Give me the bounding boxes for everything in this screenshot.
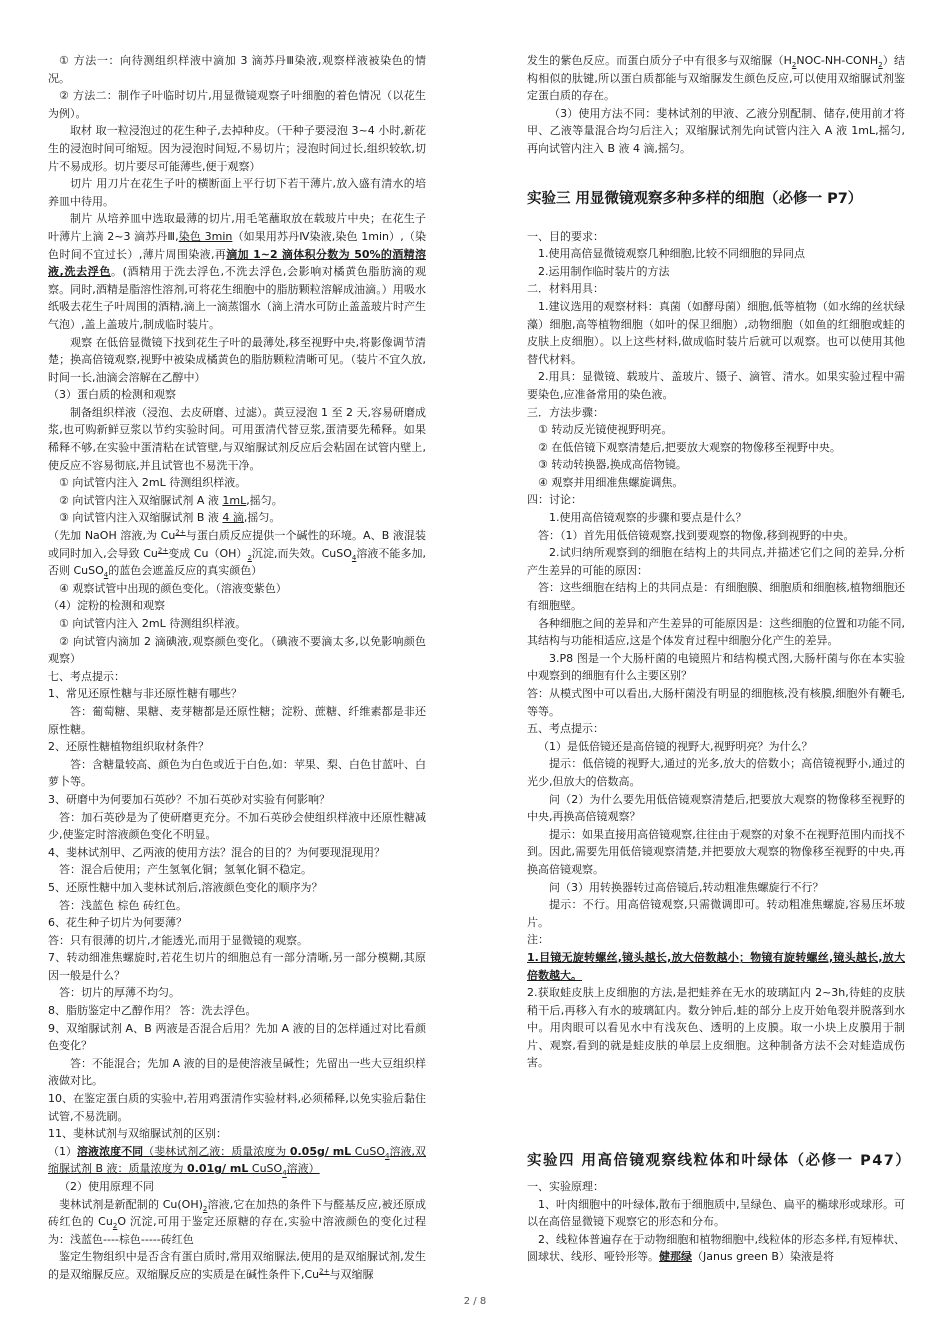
text-run: 2: [112, 1222, 118, 1231]
text-run: ② 在低倍镜下观察清楚后,把要放大观察的物像移至视野中央。: [538, 440, 841, 454]
experiment-3-body: [527, 228, 905, 1073]
paragraph: [48, 703, 426, 738]
text-run: 五、考点提示：: [527, 722, 604, 736]
text-run: 变成 Cu（OH）: [168, 546, 248, 560]
text-run: 2+: [157, 545, 169, 554]
paragraph: [527, 579, 905, 614]
text-run: 答：只有很薄的切片,才能透光,而用于显微镜的观察。: [48, 933, 308, 947]
paragraph: [48, 932, 426, 950]
text-run: 溶液不能多加,否则 CuSO: [48, 546, 426, 578]
paragraph: [48, 633, 426, 668]
text-run: 6、花生种子切片为何要薄？: [48, 916, 187, 930]
paragraph: [48, 949, 426, 984]
paragraph: [48, 492, 426, 510]
text-run: （3）蛋白质的检测和观察: [48, 388, 176, 402]
paragraph: [48, 1143, 426, 1178]
text-run: 2、线粒体普遍存在于动物细胞和植物细胞中,线粒体的形态多样,有短棒状、圆球状、线形、哑铃形等。: [527, 1232, 905, 1264]
paragraph: [527, 791, 905, 826]
text-run: 1mL: [222, 493, 247, 507]
text-run: ① 向试管内注入 2mL 待测组织样液。: [59, 476, 247, 490]
text-run: ① 转动反光镜使视野明亮。: [538, 423, 673, 437]
paragraph: [527, 931, 905, 949]
paragraph: [48, 210, 426, 333]
text-run: 溶液浓度不同: [77, 1144, 144, 1158]
text-run: 2+: [319, 1267, 330, 1276]
paragraph: [48, 1090, 426, 1125]
paragraph: [48, 668, 426, 686]
experiment-4-body: [527, 1178, 905, 1266]
right-top-text: [527, 52, 905, 158]
text-run: （2）使用原理不同: [59, 1180, 154, 1193]
text-run: 答：葡萄糖、果糖、麦芽糖都是还原性糖；淀粉、蔗糖、纤维素都是非还原性糖。: [48, 704, 426, 736]
paragraph: [527, 1178, 905, 1196]
paragraph: [527, 228, 905, 246]
text-run: 10、在鉴定蛋白质的实验中,若用鸡蛋清作实验材料,必须稀释,以免实验后黏住试管,不易洗刷。: [48, 1092, 426, 1123]
paragraph: [527, 826, 905, 879]
paragraph: [48, 914, 426, 932]
text-run: 3.P8 图是一个大肠杆菌的电镜照片和结构模式图,大肠杆菌与你在本实验中观察到的细胞有什么主要区别？: [527, 651, 905, 683]
text-run: （1）: [48, 1144, 78, 1158]
text-run: 的蓝色会遮盖反应的真实颜色）: [108, 564, 263, 578]
text-run: 观察 在低倍显微镜下找到花生子叶的最薄处,移至视野中央,将影像调节清楚；换高倍镜观察,视野中被染成橘黄色的脂肪颗粒清晰可见。（装片不宜久放,时间一长,油滴会溶解在乙醇中）: [48, 335, 426, 384]
text-run: 注：: [527, 933, 549, 947]
page-number: 2 / 8: [463, 1296, 487, 1307]
paragraph: [48, 386, 426, 404]
text-run: 一、目的要求：: [527, 229, 604, 243]
text-run: ③ 向试管内注入双缩脲试剂 B 液: [59, 511, 223, 525]
text-run: 溶液）: [286, 1162, 320, 1176]
paragraph: [527, 105, 905, 158]
text-run: 4: [385, 1152, 390, 1160]
text-run: CuSO: [248, 1162, 283, 1176]
text-run: 1.建议选用的观察材料：真菌（如酵母菌）细胞,低等植物（如水绵的丝状绿藻）细胞,高等植物细胞（如叶的保卫细胞）,动物细胞（如鱼的红细胞或蛙的皮肤上皮细胞）。以上这些材料,做成临时装片后就可以观察。也可以使用其他替代材料。: [527, 299, 905, 366]
text-run: 0.05g/ mL: [289, 1144, 352, 1158]
text-run: ④ 观察试管中出现的颜色变化。（溶液变紫色）: [59, 581, 287, 595]
paragraph: [48, 685, 426, 703]
paragraph: [527, 685, 905, 720]
text-run: 答：从模式图中可以看出,大肠杆菌没有明显的细胞核,没有核膜,细胞外有鞭毛,等等。: [527, 687, 905, 718]
text-run: 答：切片的厚薄不均匀。: [59, 986, 180, 1000]
text-run: 2: [247, 553, 252, 562]
paragraph: [527, 1196, 905, 1231]
paragraph: [48, 474, 426, 492]
text-run: 答：混合后使用；产生氢氧化铜；氢氧化铜不稳定。: [59, 863, 312, 877]
text-run: （先加 NaOH 溶液,为 Cu: [48, 529, 176, 543]
paragraph: [48, 615, 426, 633]
paragraph: [48, 1125, 426, 1143]
text-run: 1.使用高倍镜观察的步骤和要点是什么？: [549, 511, 747, 525]
text-run: 滴加 1~2 滴体积分数为 50%的酒精溶液,洗去浮色: [48, 247, 426, 279]
paragraph: [527, 404, 905, 422]
paragraph: [48, 809, 426, 844]
text-run: 答：（1）首先用低倍镜观察,找到要观察的物像,移到视野的中央。: [538, 528, 855, 542]
paragraph: [527, 615, 905, 650]
text-run: 问（3）用转换器转过高倍镜后,转动粗准焦螺旋行不行？: [549, 880, 824, 894]
text-run: 沉淀,而失效。CuSO: [251, 546, 352, 560]
paragraph: [48, 984, 426, 1002]
text-run: 提示：不行。用高倍镜观察,只需微调即可。转动粗准焦螺旋,容易压坏玻片。: [527, 898, 905, 929]
text-run: ）结构相似的肽键,所以蛋白质都能与双缩脲发生颜色反应,可以使用双缩脲试剂鉴定蛋白质的存在。: [527, 54, 906, 103]
paragraph: [527, 1231, 905, 1266]
text-run: 健那绿: [659, 1250, 692, 1264]
text-run: 溶液,双缩脲试剂 B 液：质量浓度为: [48, 1144, 427, 1176]
text-run: ,摇匀。: [243, 511, 281, 525]
text-run: （1）是低倍镜还是高倍镜的视野大,视野明亮？为什么？: [538, 739, 813, 753]
paragraph: [48, 861, 426, 879]
text-run: ② 方法二：制作子叶临时切片,用显微镜观察子叶细胞的着色情况（以花生为例）。: [48, 89, 426, 120]
paragraph: [48, 738, 426, 756]
text-run: 染色 3min: [178, 229, 233, 243]
paragraph: [527, 984, 905, 1072]
text-run: 鉴定生物组织中是否含有蛋白质时,常用双缩脲法,使用的是双缩脲试剂,发生的是双缩脲反应。双缩脲反应的实质是在碱性条件下,Cu: [48, 1250, 426, 1281]
text-run: 2.用具：显微镜、载玻片、盖玻片、镊子、滴管、清水。如果实验过程中需要染色,应准备常用的染色液。: [527, 370, 905, 401]
paragraph: [48, 756, 426, 791]
text-run: 问（2）为什么要先用低倍镜观察清楚后,把要放大观察的物像移至视野的中央,再换高倍镜观察？: [527, 792, 905, 824]
text-run: 二．材料用具：: [527, 282, 604, 296]
text-run: 4: [103, 571, 109, 580]
text-run: 答：含糖量较高、颜色为白色或近于白色,如：苹果、梨、白色甘蓝叶、白萝卜等。: [48, 757, 426, 789]
text-run: 2+: [175, 528, 186, 537]
text-run: 1.目镜无旋转螺丝,镜头越长,放大倍数越小；物镜有旋转螺丝,镜头越长,放大倍数越大。: [527, 950, 905, 982]
paragraph: [527, 527, 905, 545]
text-run: 2: [202, 1204, 208, 1213]
text-run: 1、常见还原性糖与非还原性糖有哪些？: [48, 687, 242, 701]
text-run: 2: [878, 61, 883, 70]
text-run: 2: [791, 61, 797, 70]
paragraph: [48, 1055, 426, 1090]
text-run: 2.运用制作临时装片的方法: [538, 264, 670, 278]
text-run: 2.获取蛙皮肤上皮细胞的方法,是把蛙养在无水的玻璃缸内 2~3h,待蛙的皮肤稍干后,再移入有水的玻璃缸内。数分钟后,蛙的部分上皮开始龟裂并脱落到水中。用肉眼可以看见水中有浅灰色、透明的上皮膜。取一小块上皮膜用于制片、观察,看到的就是蛙皮肤的单层上皮细胞。这种制备方法不会对蛙造成伤害。: [527, 986, 905, 1070]
text-run: 答：这些细胞在结构上的共同点是：有细胞膜、细胞质和细胞核,植物细胞还有细胞壁。: [527, 581, 905, 613]
text-run: 9、双缩脲试剂 A、B 两液是否混合后用？先加 A 液的目的怎样通过对比看颜色变化？: [48, 1021, 426, 1053]
text-run: 各种细胞之间的差异和产生差异的可能原因是：这些细胞的位置和功能不同,其结构与功能相适应,这是个体发育过程中细胞分化产生的差异。: [527, 616, 905, 648]
text-run: （4）淀粉的检测和观察: [48, 599, 165, 613]
paragraph: [527, 949, 905, 984]
text-run: 取材 取一粒浸泡过的花生种子,去掉种皮。（干种子要浸泡 3~4 小时,新花生的浸泡时间可缩短。因为浸泡时间短,不易切片；浸泡时间过长,组织较软,切片不易成形。切片要尽可能薄些,便于观察）: [48, 124, 426, 173]
paragraph: [48, 1002, 426, 1020]
paragraph: [48, 597, 426, 615]
text-run: 一、实验原理：: [527, 1180, 604, 1194]
text-run: ③ 转动转换器,换成高倍物镜。: [538, 458, 687, 472]
text-run: （如果用苏丹Ⅳ染液,染色 1min）,（染色时间不宜过长）,薄片周围染液,再: [48, 229, 426, 261]
paragraph: [527, 421, 905, 439]
text-run: （Janus green B）染液是将: [692, 1250, 834, 1264]
text-run: NOC-NH-CONH: [796, 54, 879, 67]
paragraph: [527, 720, 905, 738]
text-run: 答：浅蓝色 棕色 砖红色。: [59, 898, 187, 912]
text-run: 与双缩脲: [329, 1267, 374, 1281]
paragraph: [527, 280, 905, 298]
paragraph: [48, 1196, 426, 1249]
text-run: 1、叶肉细胞中的叶绿体,散布于细胞质中,呈绿色、扁平的椭球形或球形。可以在高倍显微镜下观察它的形态和分布。: [527, 1197, 905, 1229]
text-run: ② 向试管内滴加 2 滴碘液,观察颜色变化。（碘液不要滴太多,以免影响颜色观察）: [48, 634, 426, 666]
text-run: 四：讨论：: [527, 493, 582, 507]
paragraph: [48, 122, 426, 175]
text-run: 4、斐林试剂甲、乙两液的使用方法？混合的目的？为何要现混现用？: [48, 845, 385, 859]
paragraph: [48, 404, 426, 474]
text-run: （3）使用方法不同：斐林试剂的甲液、乙液分别配制、储存,使用前才将甲、乙液等量混合均匀后注入；双缩脲试剂先向试管内注入 A 液 1mL,摇匀,再向试管内注入 B 液 4 滴,摇匀。: [527, 106, 905, 155]
text-run: 溶液,它在加热的条件下与醛基反应,被还原成砖红色的 Cu: [48, 1197, 426, 1229]
paragraph: [527, 298, 905, 368]
text-run: 提示：低倍镜的视野大,通过的光多,放大的倍数小；高倍镜视野小,通过的光少,但放大的倍数高。: [527, 757, 905, 788]
paragraph: [527, 755, 905, 790]
paragraph: [527, 456, 905, 474]
paragraph: [48, 580, 426, 598]
text-run: 2、还原性糖植物组织取材条件？: [48, 740, 209, 754]
text-run: ④ 观察并用细准焦螺旋调焦。: [538, 475, 684, 489]
paragraph: [48, 1020, 426, 1055]
paragraph: [48, 527, 426, 580]
paragraph: [48, 791, 426, 809]
text-run: 7、转动细准焦螺旋时,若花生切片的细胞总有一部分清晰,另一部分模糊,其原因一般是什么？: [48, 951, 426, 982]
text-run: 斐林试剂是新配制的 Cu(OH): [59, 1197, 203, 1211]
text-run: CuSO: [351, 1144, 385, 1158]
text-run: 制片 从培养皿中选取最薄的切片,用毛笔蘸取放在载玻片中央；在花生子叶薄片上滴 2~3 滴苏丹Ⅲ,: [48, 212, 426, 243]
text-run: 答：不能混合；先加 A 液的目的是使溶液呈碱性；先留出一些大豆组织样液做对比。: [48, 1056, 426, 1088]
paragraph: [527, 650, 905, 685]
paragraph: [48, 1178, 426, 1196]
right-column: [527, 52, 912, 1266]
text-run: 11、斐林试剂与双缩脲试剂的区别：: [48, 1127, 227, 1141]
text-run: ② 向试管内注入双缩脲试剂 A 液: [59, 493, 223, 507]
paragraph: [527, 896, 905, 931]
text-run: 2.试归纳所观察到的细胞在结构上的共同点,并描述它们之间的差异,分析产生差异的可能的原因：: [527, 546, 905, 577]
text-run: 3、研磨中为何要加石英砂？不加石英砂对实验有何影响？: [48, 792, 330, 806]
text-run: 0.01g/ mL: [187, 1162, 249, 1176]
text-run: 七、考点提示：: [48, 669, 125, 683]
text-run: 提示：如果直接用高倍镜观察,往往由于观察的对象不在视野范围内而找不到。因此,需要先用低倍镜观察清楚,并把要放大观察的物像移至视野的中央,再换高倍镜观察。: [527, 827, 905, 876]
text-run: 切片 用刀片在花生子叶的横断面上平行切下若干薄片,放入盛有清水的培养皿中待用。: [48, 177, 426, 208]
paragraph: [48, 334, 426, 387]
text-run: 4: [282, 1169, 287, 1178]
paragraph: [48, 175, 426, 210]
left-column: [48, 52, 426, 1284]
paragraph: [527, 263, 905, 281]
paragraph: [48, 879, 426, 897]
paragraph: [527, 738, 905, 756]
heading-experiment-3: 实验三 用显微镜观察多种多样的细胞（必修一 P7）: [527, 190, 863, 207]
paragraph: [527, 439, 905, 457]
paragraph: [48, 52, 426, 87]
text-run: ① 向试管内注入 2mL 待测组织样液。: [59, 617, 247, 630]
text-run: 8、脂肪鉴定中乙醇作用？ 答：洗去浮色。: [48, 1004, 257, 1018]
text-run: ① 方法一：向待测组织样液中滴加 3 滴苏丹Ⅲ染液,观察样液被染色的情况。: [48, 54, 426, 85]
paragraph: [527, 52, 905, 105]
text-run: 。(酒精用于洗去浮色,不洗去浮色,会影响对橘黄色脂肪滴的观察。同时,酒精是脂溶性溶剂,可将花生细胞中的脂肪颗粒溶解成油滴。）用吸水纸吸去花生子叶周围的酒精,滴上一滴蒸馏水（滴上清水可防止盖盖玻片时产生气泡）,盖上盖玻片,制成临时装片。: [48, 265, 426, 331]
text-run: 4: [351, 553, 357, 562]
paragraph: [527, 879, 905, 897]
text-run: 与蛋白质反应提供一个碱性的环境。A、B 液混装或同时加入,会导致 Cu: [48, 529, 426, 560]
heading-experiment-4: 实验四 用高倍镜观察线粒体和叶绿体（必修一 P47）: [527, 1153, 912, 1170]
paragraph: [527, 509, 905, 527]
paragraph: [527, 491, 905, 509]
paragraph: [48, 1248, 426, 1283]
paragraph: [48, 87, 426, 122]
text-run: ,摇匀。: [246, 493, 283, 507]
text-run: 三．方法步骤：: [527, 405, 604, 419]
text-run: 5、还原性糖中加入斐林试剂后,溶液颜色变化的顺序为？: [48, 880, 323, 894]
paragraph: [48, 844, 426, 862]
paragraph: [527, 544, 905, 579]
paragraph: [48, 897, 426, 915]
paragraph: [527, 368, 905, 403]
text-run: 发生的紫色反应。而蛋白质分子中有很多与双缩脲（H: [527, 54, 792, 67]
text-run: （斐林试剂乙液：质量浓度为: [143, 1144, 290, 1158]
text-run: O 沉淀,可用于鉴定还原糖的存在,实验中溶液颜色的变化过程为：浅蓝色----棕色-----砖红色: [48, 1215, 426, 1246]
text-run: 答：加石英砂是为了使研磨更充分。不加石英砂会使组织样液中还原性糖减少,使鉴定时溶液颜色变化不明显。: [48, 810, 426, 842]
paragraph: [527, 474, 905, 492]
paragraph: [527, 245, 905, 263]
text-run: 制备组织样液（浸泡、去皮研磨、过滤）。黄豆浸泡 1 至 2 天,容易研磨成浆,也可购新鲜豆浆以节约实验时间。可用蛋清代替豆浆,蛋清要先稀释。如果稀释不够,在实验中蛋清粘在试管壁,与双缩脲试剂反应后会粘固在试管内壁上,使反应不容易彻底,并且试管也不易洗干净。: [48, 405, 426, 472]
paragraph: [48, 509, 426, 527]
text-run: 4 滴: [222, 511, 244, 525]
text-run: 1.使用高倍显微镜观察几种细胞,比较不同细胞的异同点: [538, 247, 805, 261]
